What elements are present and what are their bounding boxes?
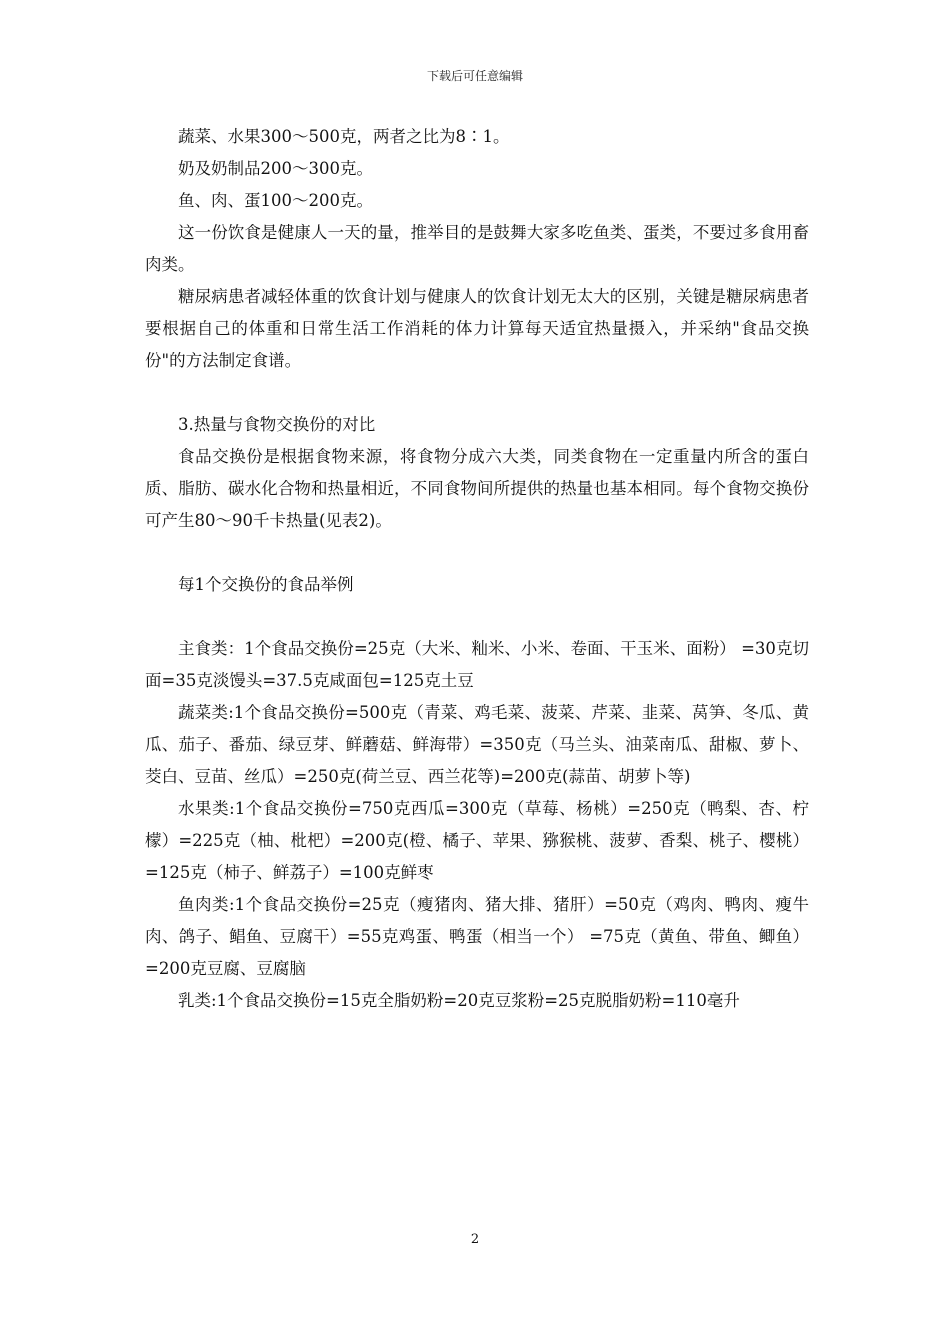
paragraph-exchange-definition: 食品交换份是根据食物来源，将食物分成六大类，同类食物在一定重量内所含的蛋白质、脂肪、碳水化合物和热量相近，不同食物间所提供的热量也基本相同。每个食物交换份可产生80～90千卡热量(见表2)。	[145, 447, 809, 530]
document-body	[145, 121, 809, 1017]
paragraph-dairy-amount: 奶及奶制品200～300克。	[178, 159, 373, 178]
paragraph-dairy-exchange: 乳类:1个食品交换份=15克全脂奶粉=20克豆浆粉=25克脱脂奶粉=110毫升	[178, 991, 740, 1010]
paragraph-fruit-exchange: 水果类:1个食品交换份=750克西瓜=300克（草莓、杨桃）=250克（鸭梨、杏、柠檬）=225克（柚、枇杷）=200克(橙、橘子、苹果、猕猴桃、菠萝、香梨、桃子、樱桃）=125克（柿子、鲜荔子）=100克鲜枣	[145, 799, 809, 882]
paragraph-meat-exchange: 鱼肉类:1个食品交换份=25克（瘦猪肉、猪大排、猪肝）=50克（鸡肉、鸭肉、瘦牛肉、鸽子、鲳鱼、豆腐干）=55克鸡蛋、鸭蛋（相当一个） =75克（黄鱼、带鱼、鲫鱼）=200克豆腐、豆腐脑	[145, 895, 809, 978]
spacer	[145, 601, 809, 633]
page-number: 2	[470, 1232, 480, 1247]
spacer	[145, 537, 809, 569]
spacer	[145, 377, 809, 409]
paragraph-staple-food: 主食类：1个食品交换份=25克（大米、籼米、小米、卷面、干玉米、面粉） =30克切面=35克淡馒头=37.5克咸面包=125克土豆	[145, 639, 809, 690]
paragraph-vegetable-exchange: 蔬菜类:1个食品交换份=500克（青菜、鸡毛菜、菠菜、芹菜、韭菜、莴笋、冬瓜、黄瓜、茄子、番茄、绿豆芽、鲜蘑菇、鲜海带）=350克（马兰头、油菜南瓜、甜椒、萝卜、茭白、豆苗、丝瓜）=250克(荷兰豆、西兰花等)=200克(蒜苗、胡萝卜等)	[145, 703, 809, 786]
paragraph-fish-meat-egg: 鱼、肉、蛋100～200克。	[178, 191, 373, 210]
paragraph-vegetables-fruits: 蔬菜、水果300～500克，两者之比为8∶1。	[178, 127, 510, 146]
sub-heading: 每1个交换份的食品举例	[178, 575, 354, 594]
page-header: 下载后可任意编辑	[426, 69, 523, 83]
paragraph-healthy-diet: 这一份饮食是健康人一天的量，推举目的是鼓舞大家多吃鱼类、蛋类，不要过多食用畜肉类。	[145, 223, 809, 274]
section-heading: 3.热量与食物交换份的对比	[178, 415, 376, 434]
paragraph-diabetes-plan: 糖尿病患者减轻体重的饮食计划与健康人的饮食计划无太大的区别，关键是糖尿病患者要根据自己的体重和日常生活工作消耗的体力计算每天适宜热量摄入，并采纳"食品交换份"的方法制定食谱。	[145, 287, 809, 370]
